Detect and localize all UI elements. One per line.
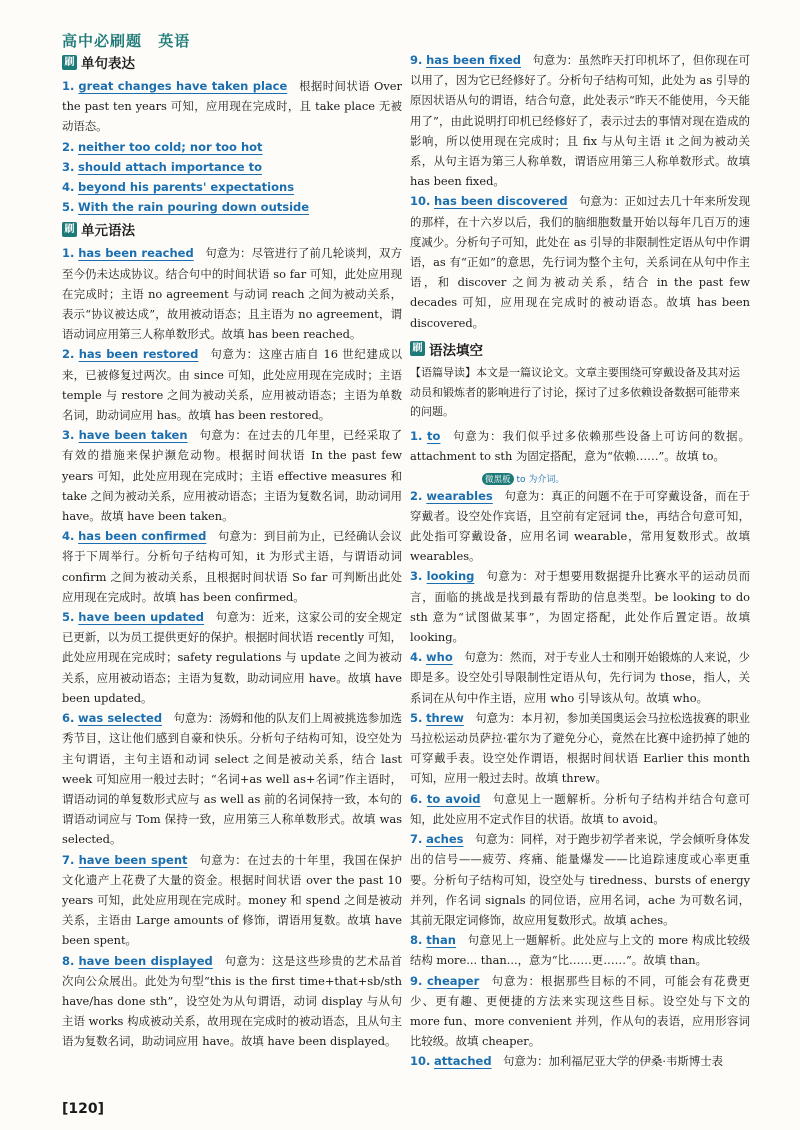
item-number: 1.: [62, 79, 75, 93]
section-heading: [62, 219, 402, 239]
item-number: 2.: [62, 139, 75, 154]
section-title: 单元语法: [81, 223, 135, 240]
item-number: 8.: [410, 933, 423, 948]
explanation-text: 句意见上一题解析。此处应与上文的 more 构成比较级结构 more... than...，意为“比……更……”。故填 than。: [410, 933, 750, 968]
answer-item: [410, 971, 750, 1052]
answer-item: [410, 647, 750, 708]
subject-title: 英语: [158, 32, 191, 50]
item-number: 7.: [410, 832, 423, 847]
explanation-text: 句意为：近来，这家公司的安全规定已更新，以为员工提供更好的保护。根据时间状语 recently 可知，此处应用现在完成时；safety regulations 与 update 之间为被动关系，应用被动语态；主语为复数，助动词应用 have。故填 have been updated。: [62, 610, 402, 705]
explanation-text: 句意为：到目前为止，已经确认会议将于下周举行。分析句子结构可知，it 为形式主语，与谓语动词 confirm 之间为被动关系，且根据时间状语 So far 可判断出此处应用现在完成时。故填 has been confirmed。: [62, 529, 402, 604]
explanation-text: 根据时间状语 Over the past ten years 可知，应用现在完成时，且 take place 无被动语态。: [62, 79, 402, 134]
item-number: 2.: [62, 347, 75, 362]
explanation-text: 句意为：这是这些珍贵的艺术品首次向公众展出。此处为句型“this is the first time+that+sb/sth have/has done sth”，设空处为从句谓语，动词 display 与从句主语 works 构成被动关系，故用现在完成时的被动语态，且从句主语为复数名词，助动词应用 have。故填 have been displayed。: [62, 953, 402, 1049]
page-header: [62, 30, 200, 51]
answer-item: [62, 157, 402, 177]
answer-text: threw: [426, 710, 464, 725]
item-number: 3.: [62, 428, 75, 443]
answer-text: have been taken: [78, 428, 188, 443]
answer-text: has been reached: [78, 246, 194, 261]
explanation-text: 句意为：对于想要用数据提升比赛水平的运动员而言，面临的挑战是找到最有帮助的信息类型。be looking to do sth 意为“试图做某事”，为固定搭配，此处作后置定语。故填 looking。: [410, 569, 750, 645]
item-number: 5.: [410, 710, 423, 725]
answer-text: has been fixed: [426, 53, 521, 67]
answer-item: [62, 526, 402, 607]
answer-item: [62, 607, 402, 708]
item-number: 4.: [62, 529, 75, 544]
explanation-text: 句意为：我们似乎过多依赖那些设备上可访问的数据。attachment to sth 为固定搭配，意为“依赖……”。故填 to。: [410, 429, 750, 464]
brush-icon: 刷: [62, 222, 77, 237]
answer-text: With the rain pouring down outside: [78, 200, 310, 215]
explanation-text: 句意为：虽然昨天打印机坏了，但你现在可以用了，因为它已经修好了。分析句子结构可知，此处为 as 引导的原因状语从句的谓语，结合句意，此处表示“昨天不能使用，今天能用了”，由此说明打印机已经修好了，表示过去的事情对现在造成的影响，所以使用现在完成时；且 fix 与从句主语 it 之间为被动关系，从句主语为第三人称单数，谓语应用第三人称单数形式。故填 has been fixed。: [410, 53, 750, 189]
answer-text: has been restored: [78, 347, 199, 362]
answer-text: has been discovered: [434, 194, 568, 209]
item-number: 4.: [410, 650, 423, 665]
explanation-text: 句意为：正如过去几十年来所发现的那样，在十六岁以后，我们的脑细胞数量开始以每年几百万的速度减少。分析句子可知，此处在 as 引导的非限制性定语从句中作谓语，as 有“正如”的意思，先行词为整个主句，关系词在从句中作主语，和 discover 之间为被动关系，结合 in the past few decades 可知，应用现在完成时的被动语态。故填 has been discovered。: [410, 194, 750, 330]
answer-item: [410, 1051, 750, 1071]
answer-item: [410, 191, 750, 332]
item-number: 8.: [62, 953, 75, 968]
explanation-text: 句意为：真正的问题不在于可穿戴设备，而在于穿戴者。设空处作宾语，且空前有定冠词 the，再结合句意可知，此处指可穿戴设备，应用名词 wearable，常用复数形式。故填 wearables。: [410, 488, 750, 564]
explanation-text: 句意为：在过去的几年里，已经采取了有效的措施来保护濒危动物。根据时间状语 In the past few years 可知，此处应用现在完成时；主语 effective measures 和 take 之间为被动关系，应用被动语态；主语为复数名词，助动词用 have。故填 have been taken。: [62, 428, 402, 524]
answer-text: have been updated: [78, 610, 205, 625]
answer-text: aches: [426, 832, 464, 847]
explanation-text: 句意为：这座古庙自 16 世纪建成以来，已被修复过两次。由 since 可知，此处应用现在完成时；主语 temple 与 restore 之间为被动关系，应用被动语态；主语为单数名词，助动词应用 has。故填 has been restored。: [62, 347, 403, 423]
item-number: 7.: [62, 852, 75, 867]
item-number: 10.: [410, 194, 431, 209]
explanation-text: 句意为：在过去的十年里，我国在保护文化遗产上花费了大量的资金。根据时间状语 over the past 10 years 可知，此处应用现在完成时。money 和 spend 之间是被动关系，主语由 Large amounts of 修饰，谓语用复数。故填 have been spent。: [62, 852, 402, 948]
explanation-text: 句意为：然而，对于专业人士和刚开始锻炼的人来说，少即是多。设空处引导限制性定语从句，先行词为 those，指人，关系词在从句中作主语，应用 who 引导该从句。故填 who。: [410, 650, 750, 705]
note-tag: 微黑板: [482, 473, 514, 485]
answer-item: [410, 486, 750, 567]
answer-item: [62, 951, 402, 1052]
section-title: 单句表达: [81, 56, 135, 72]
item-number: 10.: [410, 1054, 431, 1069]
answer-text: should attach importance to: [78, 159, 263, 174]
answer-item: [62, 708, 402, 849]
answer-item: [410, 566, 750, 647]
answer-item: [62, 197, 402, 217]
answer-item: [410, 708, 750, 789]
item-number: 9.: [410, 53, 423, 67]
answer-text: have been displayed: [78, 953, 213, 968]
answer-text: great changes have taken place: [78, 79, 288, 93]
item-number: 3.: [62, 159, 75, 174]
answer-text: looking: [426, 569, 475, 584]
section-title: 语法填空: [429, 342, 483, 359]
answer-item: [62, 137, 402, 157]
answer-item: [62, 243, 402, 344]
answer-text: has been confirmed: [78, 529, 207, 544]
answer-item: [62, 850, 402, 951]
explanation-text: 句意为：汤姆和他的队友们上周被挑选参加选秀节目，这让他们感到自豪和快乐。分析句子结构可知，设空处为主句谓语，主句主语和动词 select 之间是被动关系，结合 last week 可知应用一般过去时；“名词+as well as+名词”作主语时，谓语动词的单复数形式应与 as well as 前的名词保持一致，本句的谓语动词应与 Tom 保持一致，应用第三人称单数形式。故填 was selected。: [62, 711, 403, 847]
page-number: [120]: [62, 1101, 105, 1117]
section-heading: [410, 339, 750, 359]
passage-guide: 【语篇导读】本文是一篇议论文。文章主要围绕可穿戴设备及其对运动员和锻炼者的影响进行了讨论，探讨了过多依赖设备数据可能带来的问题。: [410, 365, 740, 419]
brush-icon: 刷: [410, 341, 425, 356]
book-title: 高中必刷题: [62, 32, 143, 50]
item-number: 5.: [62, 610, 75, 625]
item-number: 6.: [62, 711, 75, 726]
left-column: [62, 50, 402, 1052]
answer-text: to: [427, 429, 441, 444]
answer-item: [410, 50, 750, 191]
item-number: 5.: [62, 200, 75, 215]
answer-text: attached: [434, 1054, 492, 1069]
answer-text: beyond his parents' expectations: [78, 180, 295, 195]
right-column: [410, 50, 750, 1072]
answer-text: to avoid: [426, 791, 481, 806]
answer-item: [62, 76, 402, 137]
answer-item: [62, 425, 402, 526]
answer-text: was selected: [78, 711, 163, 726]
section-heading: [62, 52, 402, 72]
answer-text: wearables: [426, 488, 493, 503]
explanation-text: 句意为：本月初，参加美国奥运会马拉松选拔赛的职业马拉松运动员萨拉·霍尔为了避免分心，竟然在比赛中途扔掉了她的可穿戴手表。设空处作谓语，根据时间状语 Earlier this month 可知，应用一般过去时。故填 threw。: [410, 710, 750, 786]
brush-icon: 刷: [62, 55, 77, 70]
item-number: 2.: [410, 488, 423, 503]
note-text: to 为介词。: [516, 474, 565, 485]
explanation-text: 句意为：加利福尼亚大学的伊桑·韦斯博士表: [502, 1054, 723, 1069]
item-number: 4.: [62, 180, 75, 195]
answer-item: [62, 344, 402, 425]
answer-text: who: [426, 650, 453, 665]
answer-item: [410, 789, 750, 829]
item-number: 1.: [410, 429, 423, 444]
explanation-text: 句意为：根据那些目标的不同，可能会有花费更少、更有趣、更便捷的方法来实现这些目标。设空处与下文的 more fun、more convenient 并列，作从句的表语，应用形容词比较级。故填 cheaper。: [410, 973, 750, 1049]
item-number: 6.: [410, 791, 423, 806]
explanation-text: 句意为：同样，对于跑步初学者来说，学会倾听身体发出的信号——疲劳、疼痛、能量爆发——比追踪速度或心率更重要。分析句子结构可知，设空处与 tiredness、bursts of energy 并列，作名词 signals 的同位语，应用名词，ache 为可数名词，其前无限定词修饰，故应用复数形式。故填 aches。: [410, 832, 750, 927]
explanation-text: 句意为：尽管进行了前几轮谈判，双方至今仍未达成协议。结合句中的时间状语 so far 可知，此处应用现在完成时；主语 no agreement 与动词 reach 之间为被动关系，表示“协议被达成”，故用被动语态；且主语为 no agreement，谓语动词应用第三人称单数形式。故填 has been reached。: [62, 246, 403, 342]
answer-text: than: [426, 933, 456, 948]
answer-text: neither too cold; nor too hot: [78, 139, 263, 154]
item-number: 3.: [410, 569, 423, 584]
note-box: [482, 472, 564, 485]
item-number: 9.: [410, 973, 423, 988]
explanation-text: 句意见上一题解析。分析句子结构并结合句意可知，此处应用不定式作目的状语。故填 to avoid。: [410, 791, 751, 826]
answer-item: [410, 829, 750, 930]
item-number: 1.: [62, 246, 75, 261]
answer-text: cheaper: [426, 973, 480, 988]
answer-item: [62, 177, 402, 197]
answer-text: have been spent: [78, 852, 188, 867]
answer-item: [410, 930, 750, 970]
answer-item: [410, 426, 750, 466]
